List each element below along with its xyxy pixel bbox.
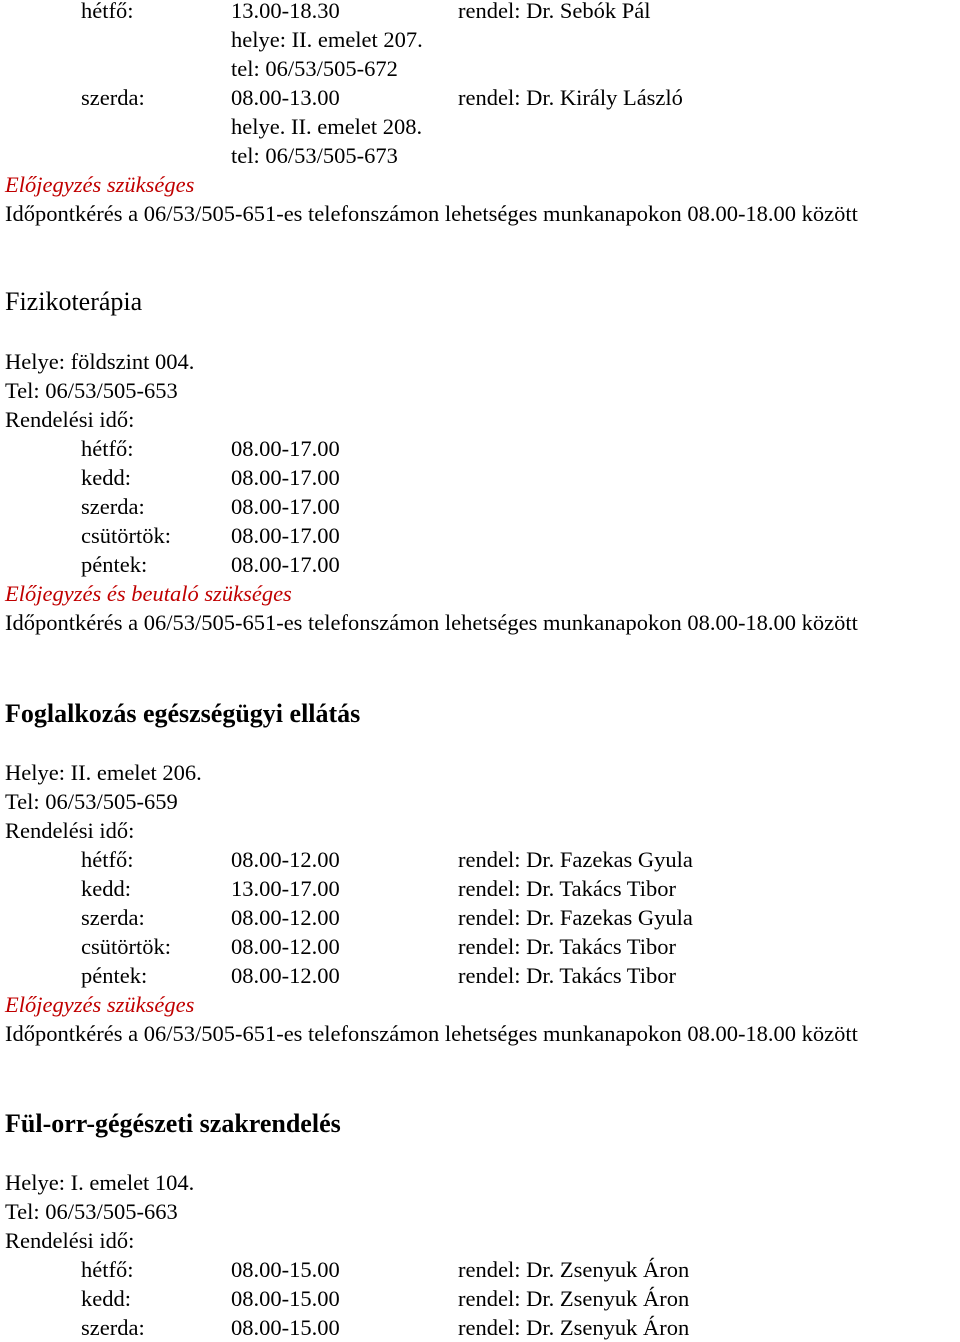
section-2-hours-label: Rendelési idő: bbox=[5, 1228, 135, 1253]
section-1-note: Előjegyzés szükséges bbox=[5, 992, 195, 1017]
section-0-day: kedd: bbox=[81, 465, 131, 490]
top-row-0-phone: tel: 06/53/505-672 bbox=[231, 56, 398, 81]
section-0-day: csütörtök: bbox=[81, 523, 171, 548]
top-row-1-time: 08.00-13.00 bbox=[231, 85, 340, 110]
section-1-doctor: rendel: Dr. Takács Tibor bbox=[458, 876, 676, 901]
top-row-1-day: szerda: bbox=[81, 85, 145, 110]
section-2-day: hétfő: bbox=[81, 1257, 134, 1282]
section-0-location: Helye: földszint 004. bbox=[5, 349, 195, 374]
section-title-fizikoterapia: Fizikoterápia bbox=[5, 287, 143, 316]
section-1-time: 08.00-12.00 bbox=[231, 934, 340, 959]
top-row-0-location: helye: II. emelet 207. bbox=[231, 27, 423, 52]
section-1-location: Helye: II. emelet 206. bbox=[5, 760, 202, 785]
top-row-0-day: hétfő: bbox=[81, 0, 134, 23]
top-note: Előjegyzés szükséges bbox=[5, 172, 195, 197]
section-0-day: szerda: bbox=[81, 494, 145, 519]
top-row-0-doctor: rendel: Dr. Sebók Pál bbox=[458, 0, 651, 23]
section-1-booking: Időpontkérés a 06/53/505-651-es telefonszámon lehetséges munkanapokon 08.00-18.00 között bbox=[5, 1021, 858, 1046]
section-1-time: 08.00-12.00 bbox=[231, 905, 340, 930]
section-1-phone: Tel: 06/53/505-659 bbox=[5, 789, 178, 814]
top-booking: Időpontkérés a 06/53/505-651-es telefonszámon lehetséges munkanapokon 08.00-18.00 között bbox=[5, 201, 858, 226]
section-2-phone: Tel: 06/53/505-663 bbox=[5, 1199, 178, 1224]
section-0-time: 08.00-17.00 bbox=[231, 436, 340, 461]
section-1-time: 08.00-12.00 bbox=[231, 847, 340, 872]
section-0-phone: Tel: 06/53/505-653 bbox=[5, 378, 178, 403]
section-1-doctor: rendel: Dr. Takács Tibor bbox=[458, 934, 676, 959]
section-1-day: szerda: bbox=[81, 905, 145, 930]
section-1-doctor: rendel: Dr. Takács Tibor bbox=[458, 963, 676, 988]
section-0-day: hétfő: bbox=[81, 436, 134, 461]
section-2-doctor: rendel: Dr. Zsenyuk Áron bbox=[458, 1286, 690, 1311]
top-row-0-time: 13.00-18.30 bbox=[231, 0, 340, 23]
section-0-time: 08.00-17.00 bbox=[231, 465, 340, 490]
section-0-day: péntek: bbox=[81, 552, 148, 577]
section-2-time: 08.00-15.00 bbox=[231, 1286, 340, 1311]
section-1-time: 13.00-17.00 bbox=[231, 876, 340, 901]
section-1-day: péntek: bbox=[81, 963, 148, 988]
section-2-location: Helye: I. emelet 104. bbox=[5, 1170, 195, 1195]
section-2-day: kedd: bbox=[81, 1286, 131, 1311]
section-0-booking: Időpontkérés a 06/53/505-651-es telefonszámon lehetséges munkanapokon 08.00-18.00 között bbox=[5, 610, 858, 635]
section-1-day: kedd: bbox=[81, 876, 131, 901]
section-2-doctor: rendel: Dr. Zsenyuk Áron bbox=[458, 1315, 690, 1340]
section-1-time: 08.00-12.00 bbox=[231, 963, 340, 988]
section-2-day: szerda: bbox=[81, 1315, 145, 1340]
section-1-hours-label: Rendelési idő: bbox=[5, 818, 135, 843]
section-0-hours-label: Rendelési idő: bbox=[5, 407, 135, 432]
section-0-time: 08.00-17.00 bbox=[231, 494, 340, 519]
section-title-ful-orr-gege: Fül-orr-gégészeti szakrendelés bbox=[5, 1109, 341, 1138]
section-1-day: hétfő: bbox=[81, 847, 134, 872]
section-0-time: 08.00-17.00 bbox=[231, 552, 340, 577]
section-1-day: csütörtök: bbox=[81, 934, 171, 959]
section-2-time: 08.00-15.00 bbox=[231, 1315, 340, 1340]
section-0-note: Előjegyzés és beutaló szükséges bbox=[5, 581, 292, 606]
top-row-1-location: helye. II. emelet 208. bbox=[231, 114, 423, 139]
section-1-doctor: rendel: Dr. Fazekas Gyula bbox=[458, 905, 693, 930]
section-1-doctor: rendel: Dr. Fazekas Gyula bbox=[458, 847, 693, 872]
top-row-1-doctor: rendel: Dr. Király László bbox=[458, 85, 683, 110]
section-2-time: 08.00-15.00 bbox=[231, 1257, 340, 1282]
section-0-time: 08.00-17.00 bbox=[231, 523, 340, 548]
section-title-foglalkozas: Foglalkozás egészségügyi ellátás bbox=[5, 699, 361, 728]
section-2-doctor: rendel: Dr. Zsenyuk Áron bbox=[458, 1257, 690, 1282]
top-row-1-phone: tel: 06/53/505-673 bbox=[231, 143, 398, 168]
